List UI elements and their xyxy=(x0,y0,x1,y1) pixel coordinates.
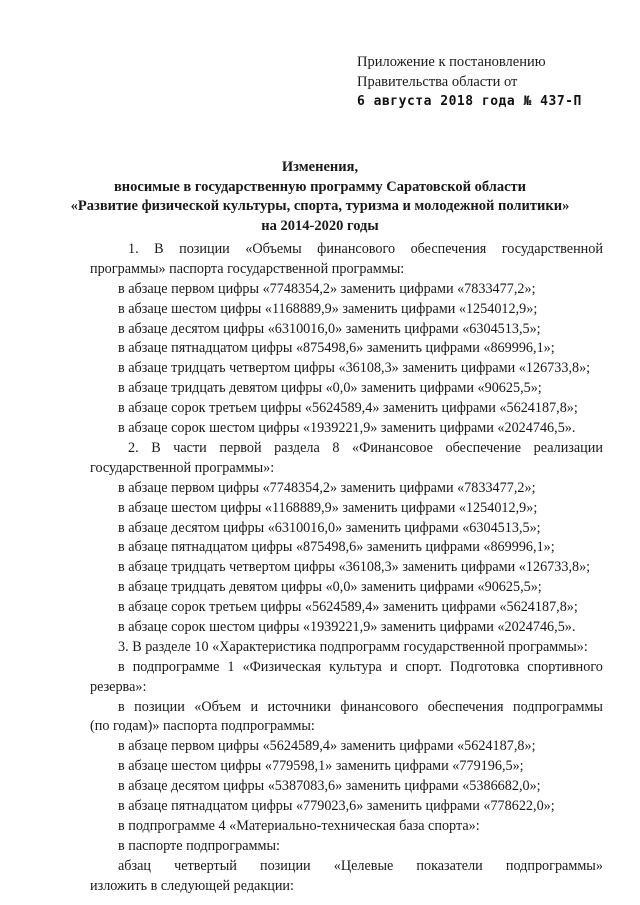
word: финансового xyxy=(340,698,419,715)
section-2-heading-cont: государственной программы»: xyxy=(90,459,275,476)
title-line: Изменения, xyxy=(281,159,359,175)
list-item: в абзаце тридцать четвертом цифры «36108,3» заменить цифрами «126733,8»; xyxy=(118,559,591,576)
word: подпрограммы» xyxy=(505,857,603,874)
word: В xyxy=(154,241,164,257)
section-1-heading-cont: программы» паспорта государственной программы: xyxy=(90,260,405,277)
subprogram-1-line xyxy=(90,658,603,678)
list-item: в абзаце первом цифры «7748354,2» заменить цифрами «7833477,2»; xyxy=(118,479,536,496)
word: финансового xyxy=(317,241,396,257)
list-item: в абзаце шестом цифры «1168889,9» заменить цифрами «1254012,9»; xyxy=(118,499,538,516)
paragraph-four-line-cont: изложить в следующей редакции: xyxy=(90,877,294,894)
position-line xyxy=(90,698,603,718)
list-item: в абзаце десятом цифры «6310016,0» заменить цифрами «6304513,5»; xyxy=(118,519,541,536)
word: обеспечения xyxy=(410,241,487,257)
word: 2. xyxy=(128,439,139,456)
word: подпрограмме xyxy=(132,658,220,675)
list-item: в абзаце сорок шестом цифры «1939221,9» заменить цифрами «2024746,5». xyxy=(118,420,576,437)
subprogram-1-line-cont: резерва»: xyxy=(90,678,147,695)
approval-line: Приложение к постановлению xyxy=(357,54,546,70)
word: первой xyxy=(219,439,262,456)
list-item: в абзаце первом цифры «5624589,4» заменить цифрами «5624187,8»; xyxy=(118,738,536,755)
approval-block xyxy=(357,52,582,112)
list-item: в абзаце сорок третьем цифры «5624589,4» заменить цифрами «5624187,8»; xyxy=(118,400,578,417)
section-1-list xyxy=(90,280,603,439)
passport-line: в паспорте подпрограммы: xyxy=(118,837,280,854)
section-3-list xyxy=(90,737,603,817)
list-item: в абзаце сорок шестом цифры «1939221,9» заменить цифрами «2024746,5». xyxy=(118,618,576,635)
section-3-heading: 3. В разделе 10 «Характеристика подпрограмм государственной программы»: xyxy=(118,638,588,655)
list-item: в абзаце пятнадцатом цифры «875498,6» заменить цифрами «869996,1»; xyxy=(118,539,555,556)
section-2-list xyxy=(90,479,603,638)
list-item: в абзаце пятнадцатом цифры «779023,6» заменить цифрами «778622,0»; xyxy=(118,798,555,814)
word: Подготовка xyxy=(449,658,520,675)
word: подпрограммы xyxy=(512,698,603,715)
list-item: в абзаце тридцать четвертом цифры «36108,3» заменить цифрами «126733,8»; xyxy=(118,360,591,377)
document-title xyxy=(60,158,580,236)
word: показатели xyxy=(416,857,483,874)
list-item: в абзаце тридцать девятом цифры «0,0» заменить цифрами «90625,5»; xyxy=(118,380,542,397)
word: «Финансовое xyxy=(352,439,433,456)
word: части xyxy=(173,439,207,456)
word: 1 xyxy=(227,658,235,675)
word: и xyxy=(389,658,398,675)
word: позиции xyxy=(259,857,311,874)
word: абзац xyxy=(118,857,152,874)
paragraph-four-line xyxy=(90,857,603,877)
word: в xyxy=(118,698,125,715)
word: обеспечение xyxy=(445,439,522,456)
word: источники xyxy=(267,698,331,715)
list-item: в абзаце пятнадцатом цифры «875498,6» заменить цифрами «869996,1»; xyxy=(118,340,555,357)
list-item: в абзаце шестом цифры «1168889,9» заменить цифрами «1254012,9»; xyxy=(118,300,538,317)
list-item: в абзаце десятом цифры «5387083,6» заменить цифрами «5386682,0»; xyxy=(118,778,541,795)
word: «Объемы xyxy=(245,241,302,257)
list-item: в абзаце шестом цифры «779598,1» заменить цифрами «779196,5»; xyxy=(118,758,524,775)
position-line-cont: (по годам)» паспорта подпрограммы: xyxy=(90,718,315,735)
list-item: в абзаце первом цифры «7748354,2» заменить цифрами «7833477,2»; xyxy=(118,280,536,297)
word: раздела xyxy=(274,439,320,456)
title-line: вносимые в государственную программу Саратовской области xyxy=(113,178,527,195)
word: «Объем xyxy=(194,698,242,715)
word: в xyxy=(118,658,125,675)
word: позиции xyxy=(134,698,185,715)
section-2-heading xyxy=(90,439,603,459)
title-line: на 2014-2020 годы xyxy=(261,217,379,234)
word: спортивного xyxy=(527,658,603,675)
word: «Физическая xyxy=(242,658,322,675)
section-1-heading xyxy=(90,240,603,260)
word: и xyxy=(250,698,259,715)
word: реализации xyxy=(533,439,603,456)
list-item: в абзаце сорок третьем цифры «5624589,4» заменить цифрами «5624187,8»; xyxy=(118,599,578,616)
word: спорт. xyxy=(405,658,442,675)
word: четвертый xyxy=(174,857,237,874)
list-item: в абзаце тридцать девятом цифры «0,0» заменить цифрами «90625,5»; xyxy=(118,579,542,596)
word: государственной xyxy=(501,241,603,257)
word: 8 xyxy=(332,439,340,456)
word: В xyxy=(151,439,161,456)
approval-date-stamp: 6 августа 2018 года № 437-П xyxy=(357,94,582,109)
word: культура xyxy=(329,658,382,675)
word: 1. xyxy=(128,241,139,257)
document-body xyxy=(90,240,603,896)
approval-line: Правительства области от xyxy=(357,74,518,90)
word: обеспечения xyxy=(427,698,504,715)
subprogram-4-line: в подпрограмме 4 «Материально-техническая база спорта»: xyxy=(118,817,480,834)
list-item: в абзаце десятом цифры «6310016,0» заменить цифрами «6304513,5»; xyxy=(118,320,541,337)
word: «Целевые xyxy=(333,857,394,874)
title-line: «Развитие физической культуры, спорта, туризма и молодежной политики» xyxy=(70,198,570,214)
word: позиции xyxy=(179,241,230,257)
